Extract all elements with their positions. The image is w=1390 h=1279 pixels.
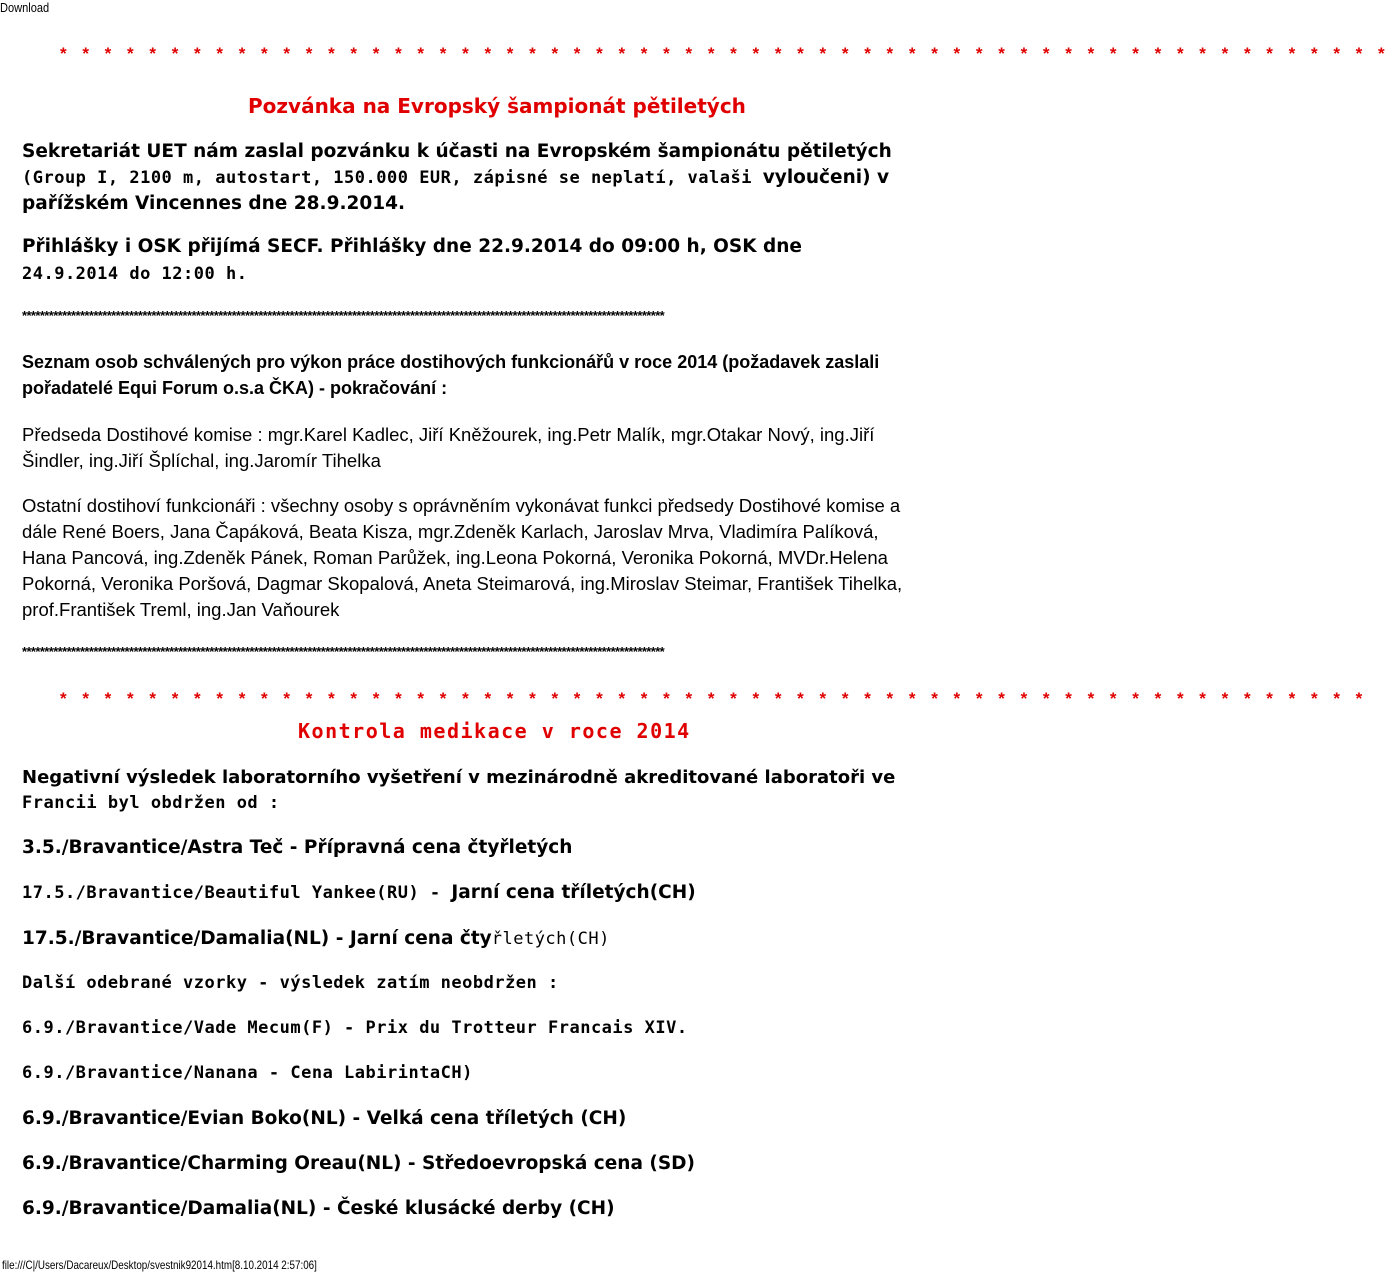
download-link[interactable]: Download: [0, 0, 50, 15]
black-star-divider-2: ************************************************************************************************************************************************: [22, 644, 665, 659]
black-star-divider-1: ************************************************************************************************************************************************: [22, 308, 665, 323]
invitation-line-2: (Group I, 2100 m, autostart, 150.000 EUR, zápisné se neplatí, valaši vyloučeni) v: [22, 167, 890, 188]
red-star-divider-top: * * * * * * * * * * * * * * * * * * * * * * * * * * * * * * * * * * * * * * * * * * * * * * * * * * * * * * * * * * * *: [60, 44, 1390, 63]
result-row-3: 17.5./Bravantice/Damalia(NL) - Jarní cena čtyřletých(CH): [22, 928, 610, 949]
chairman-line-1: Předseda Dostihové komise : mgr.Karel Kadlec, Jiří Kněžourek, ing.Petr Malík, mgr.Otakar Nový, ing.Jiří: [22, 424, 875, 445]
result-row-2: 17.5./Bravantice/Beautiful Yankee(RU) - Jarní cena tříletých(CH): [22, 882, 696, 903]
pending-row-5: 6.9./Bravantice/Damalia(NL) - České klusácké derby (CH): [22, 1198, 615, 1219]
medication-intro-1: Negativní výsledek laboratorního vyšetření v mezinárodně akreditované laboratoři ve: [22, 767, 896, 788]
invitation-line-1: Sekretariát UET nám zaslal pozvánku k účasti na Evropském šampionátu pětiletých: [22, 141, 892, 162]
red-star-divider-bottom: * * * * * * * * * * * * * * * * * * * * * * * * * * * * * * * * * * * * * * * * * * * * * * * * * * * * * * * * * * *: [60, 689, 1368, 708]
medication-intro-2: Francii byl obdržen od :: [22, 793, 280, 813]
invitation-line-4: Přihlášky i OSK přijímá SECF. Přihlášky dne 22.9.2014 do 09:00 h, OSK dne: [22, 236, 802, 257]
pending-row-1: 6.9./Bravantice/Vade Mecum(F) - Prix du Trotteur Francais XIV.: [22, 1018, 688, 1038]
invitation-title: Pozvánka na Evropský šampionát pětiletých: [248, 94, 746, 118]
pending-row-4: 6.9./Bravantice/Charming Oreau(NL) - Středoevropská cena (SD): [22, 1153, 695, 1174]
invitation-line-3: pařížském Vincennes dne 28.9.2014.: [22, 193, 405, 214]
other-officials-line-3: Hana Pancová, ing.Zdeněk Pánek, Roman Parůžek, ing.Leona Pokorná, Veronika Pokorná, MVDr.Helena: [22, 547, 888, 568]
other-officials-line-2: dále René Boers, Jana Čapáková, Beata Kisza, mgr.Zdeněk Karlach, Jaroslav Mrva, Vladimíra Palíková,: [22, 521, 879, 542]
pending-heading: Další odebrané vzorky - výsledek zatím neobdržen :: [22, 973, 559, 993]
chairman-line-2: Šindler, ing.Jiří Šplíchal, ing.Jaromír Tihelka: [22, 450, 381, 471]
other-officials-line-5: prof.František Treml, ing.Jan Vaňourek: [22, 599, 340, 620]
pending-row-2: 6.9./Bravantice/Nanana - Cena LabirintaCH): [22, 1063, 473, 1083]
medication-title: Kontrola medikace v roce 2014: [298, 719, 691, 743]
officials-heading-1: Seznam osob schválených pro výkon práce dostihových funkcionářů v roce 2014 (požadavek zaslali: [22, 352, 880, 372]
pending-row-3: 6.9./Bravantice/Evian Boko(NL) - Velká cena tříletých (CH): [22, 1108, 627, 1129]
result-row-1: 3.5./Bravantice/Astra Teč - Přípravná cena čtyřletých: [22, 837, 573, 858]
file-path-footer: file:///C|/Users/Dacareux/Desktop/svestnik92014.htm[8.10.2014 2:57:06]: [2, 1258, 317, 1272]
invitation-line-5: 24.9.2014 do 12:00 h.: [22, 264, 248, 284]
other-officials-line-1: Ostatní dostihoví funkcionáři : všechny osoby s oprávněním vykonávat funkci předsedy Dostihové komise a: [22, 495, 901, 516]
officials-heading-2: pořadatelé Equi Forum o.s.a ČKA) - pokračování :: [22, 378, 448, 398]
other-officials-line-4: Pokorná, Veronika Poršová, Dagmar Skopalová, Aneta Steimarová, ing.Miroslav Steimar, František Tihelka,: [22, 573, 903, 594]
